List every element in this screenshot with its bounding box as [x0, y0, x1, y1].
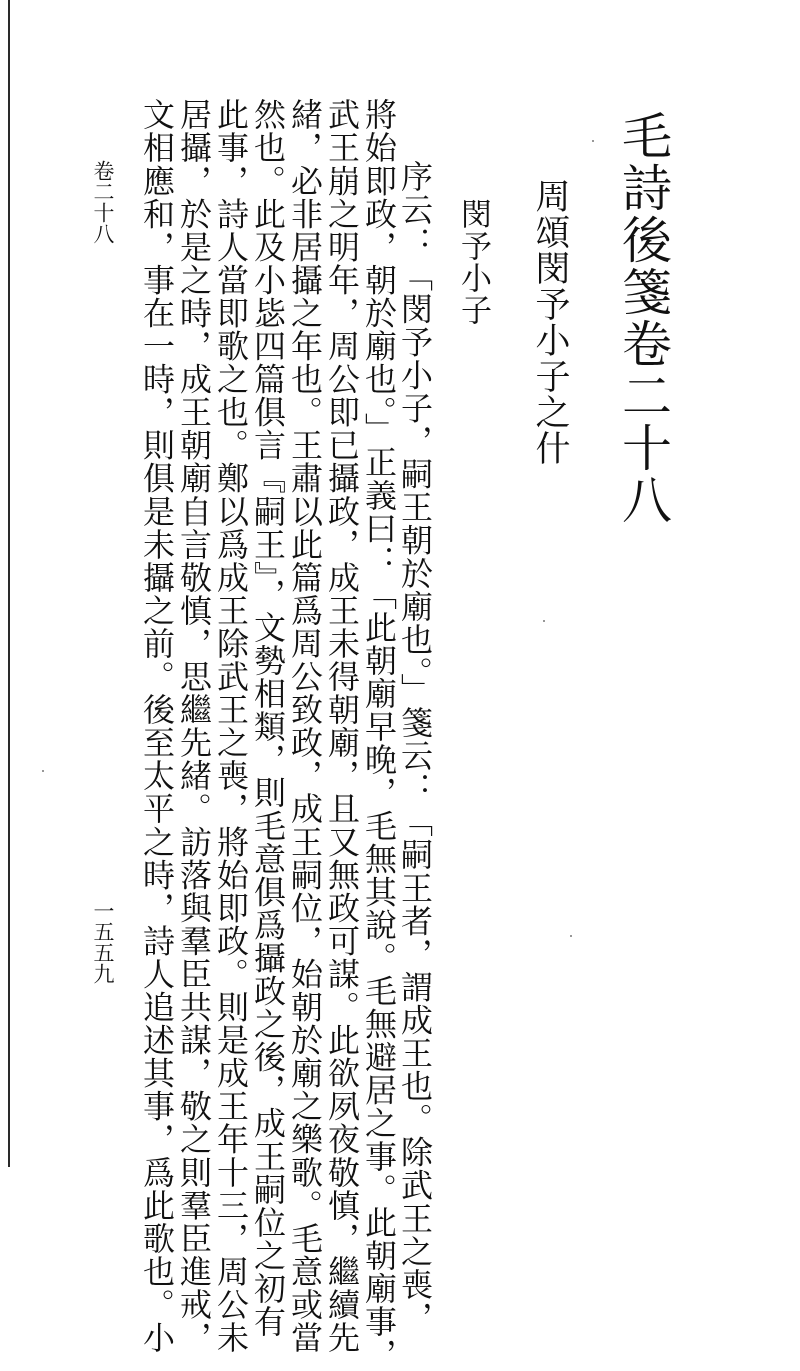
body-line-1: 序云：「閔予小子，嗣王朝於廟也。」箋云：「嗣王者，謂成王也。除武王之喪， [396, 160, 434, 1334]
body-line-4: 緒，必非居攝之年也。王肅以此篇爲周公致政，成王嗣位，始朝於廟之樂歌。毛意或當 [286, 98, 324, 1354]
body-line-8: 文相應和，事在一時，則俱是未攝之前。後至太平之時，詩人追述其事，爲此歌也。小 [138, 98, 176, 1354]
scan-speck [543, 620, 545, 622]
body-line-3: 武王崩之明年，周公即已攝政，成王未得朝廟，且又無政可謀。此欲夙夜敬慎，繼續先 [323, 98, 361, 1354]
body-line-5: 然也。此及小毖四篇俱言『嗣王』，文勢相類，則毛意俱爲攝政之後，成王嗣位之初有 [249, 98, 287, 1338]
page-number: 一五五九 [91, 900, 115, 984]
running-head: 卷二十八 [91, 160, 115, 244]
book-title: 毛詩後箋卷二十八 [614, 110, 672, 526]
page-edge-line [8, 0, 10, 1167]
body-line-7: 居攝，於是之時，成王朝廟自言敬慎，思繼先緒。訪落與羣臣共謀，敬之則羣臣進戒， [175, 98, 213, 1354]
body-line-6: 此事，詩人當即歌之也。鄭以爲成王除武王之喪，將始即政。則是成王年十三，周公未 [212, 98, 250, 1354]
scan-speck [592, 140, 594, 142]
chapter-title: 周頌閔予小子之什 [530, 178, 570, 466]
section-title: 閔予小子 [455, 198, 491, 326]
body-line-2: 將始即政，朝於廟也。」正義曰：「此朝廟早晚，毛無其說。毛無避居之事。此朝廟事， [360, 98, 398, 1371]
scan-speck [42, 770, 44, 772]
scan-speck [570, 935, 572, 937]
